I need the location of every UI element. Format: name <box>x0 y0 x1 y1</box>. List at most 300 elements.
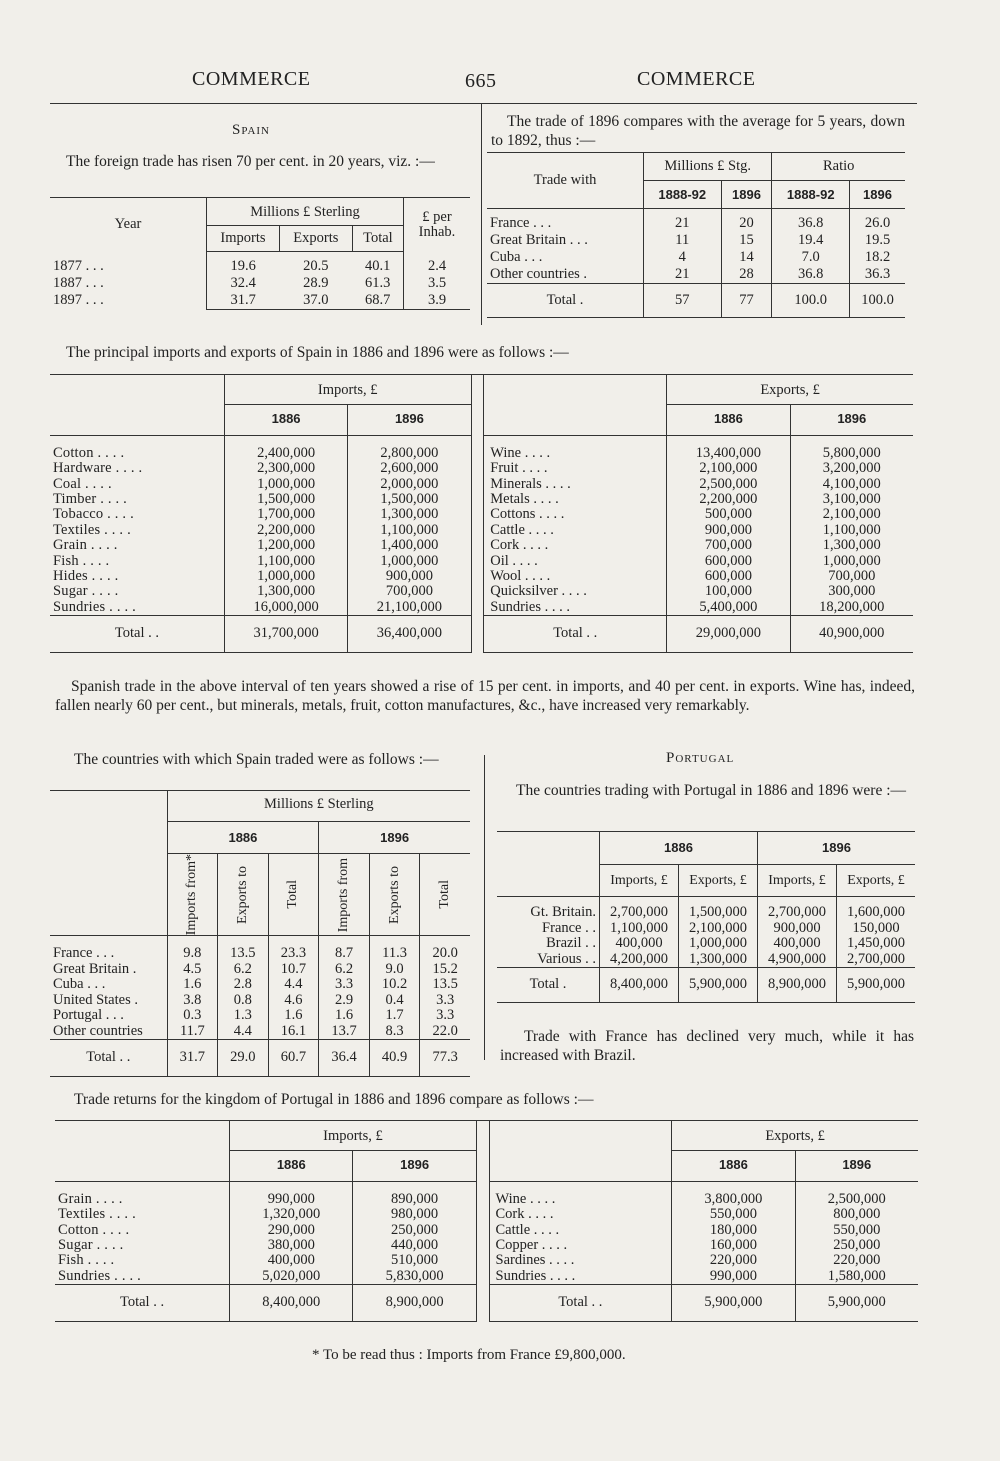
year-header: 1896 <box>319 821 470 854</box>
column-header <box>218 854 269 936</box>
column-gap <box>476 1121 489 1322</box>
country-cell: Other countries . <box>490 266 588 282</box>
value-cell: 32.4 <box>230 275 256 291</box>
value-cell: 890,000 <box>353 1181 476 1207</box>
item-cell: Fish . . . . <box>58 1252 115 1269</box>
value-cell: 1,600,000 <box>837 897 915 921</box>
value-cell: 380,000 <box>230 1238 353 1253</box>
total-value: 29.0 <box>218 1040 269 1077</box>
table-row <box>50 993 470 1009</box>
blank-header <box>50 375 224 436</box>
blank-header <box>497 832 600 897</box>
total-value: 8,900,000 <box>353 1285 476 1321</box>
blank-header <box>50 791 167 936</box>
table-row <box>487 266 905 284</box>
value-cell: 6.2 <box>218 962 269 978</box>
total-value: 5,900,000 <box>672 1285 795 1321</box>
value-cell: 37.0 <box>279 292 352 310</box>
header-row <box>50 375 913 405</box>
total-label: Total . <box>487 284 644 318</box>
value-cell: 980,000 <box>353 1207 476 1222</box>
table-row <box>50 275 470 292</box>
value-cell: 3,800,000 <box>672 1181 795 1207</box>
trade-comparison-table <box>487 152 905 318</box>
exports-header: Exports, £ <box>672 1121 918 1151</box>
table-row <box>497 921 915 937</box>
rotated-header-label: Exports to <box>234 865 250 924</box>
total-value: 40,900,000 <box>790 616 913 652</box>
per-inhab-header: £ per Inhab. <box>404 198 471 252</box>
portugal-intro-paragraph: The countries trading with Portugal in 1886 and 1896 were :— <box>516 782 907 799</box>
countries-intro-paragraph: The countries with which Spain traded were as follows :— <box>74 751 439 768</box>
value-cell: 600,000 <box>667 569 790 584</box>
rotated-header-label: Total <box>437 880 453 909</box>
header-row <box>487 153 905 181</box>
value-cell: 2,500,000 <box>795 1181 918 1207</box>
value-cell: 990,000 <box>672 1269 795 1285</box>
value-cell: 1,100,000 <box>348 523 471 538</box>
item-cell: Cotton . . . . <box>53 444 125 461</box>
value-cell: 2,200,000 <box>224 523 347 538</box>
value-cell: 990,000 <box>230 1181 353 1207</box>
rotated-header-label: Imports from <box>336 857 352 932</box>
total-value: 100.0 <box>772 284 850 318</box>
value-cell: 5,020,000 <box>230 1269 353 1285</box>
country-cell: Cuba . . . <box>53 976 106 993</box>
value-cell: 2,100,000 <box>790 507 913 522</box>
value-cell: 14 <box>721 249 772 266</box>
item-cell: Cotton . . . . <box>58 1221 130 1238</box>
value-cell: 2,500,000 <box>667 477 790 492</box>
value-cell: 1.6 <box>167 977 217 993</box>
value-cell: 5,830,000 <box>353 1269 476 1285</box>
total-row <box>50 1040 470 1077</box>
column-header: Exports, £ <box>679 864 758 897</box>
year-header: Year <box>50 198 207 252</box>
value-cell: 700,000 <box>348 584 471 599</box>
country-cell: France . . . <box>53 945 115 962</box>
value-cell: 10.7 <box>268 962 319 978</box>
item-cell: Cottons . . . . <box>490 506 565 523</box>
value-cell: 2,600,000 <box>348 461 471 476</box>
value-cell: 1,450,000 <box>837 936 915 952</box>
value-cell: 20.5 <box>303 258 329 274</box>
item-cell: Minerals . . . . <box>490 475 571 492</box>
value-cell: 4,100,000 <box>790 477 913 492</box>
column-header <box>420 854 470 936</box>
value-cell: 4,200,000 <box>600 952 679 968</box>
value-cell: 1,000,000 <box>790 554 913 569</box>
value-cell: 21,100,000 <box>348 600 471 616</box>
value-cell: 1,000,000 <box>348 554 471 569</box>
year-header: 1896 <box>348 405 471 435</box>
column-header: Imports, £ <box>600 864 679 897</box>
header-rule <box>50 103 917 104</box>
data-table <box>50 790 470 1077</box>
country-cell: Other countries <box>53 1022 143 1039</box>
value-cell: 100,000 <box>667 584 790 599</box>
value-cell: 400,000 <box>600 936 679 952</box>
section-heading-portugal: Portugal <box>666 750 735 766</box>
blank-header <box>484 375 667 436</box>
value-cell: 21 <box>644 209 722 233</box>
value-cell: 1,000,000 <box>224 569 347 584</box>
value-cell: 19.5 <box>850 232 906 249</box>
item-cell: Hardware . . . . <box>53 460 143 477</box>
rotated-header-label: Exports to <box>386 865 402 924</box>
value-cell: 0.4 <box>369 993 420 1009</box>
value-cell: 400,000 <box>230 1253 353 1268</box>
value-cell: 400,000 <box>758 936 837 952</box>
value-cell: 9.8 <box>167 936 217 962</box>
value-cell: 2,700,000 <box>600 897 679 921</box>
total-row <box>487 284 905 318</box>
column-header: Total <box>352 226 403 252</box>
running-header-right: COMMERCE <box>637 68 756 90</box>
value-cell: 22.0 <box>420 1024 470 1040</box>
blank-header <box>489 1121 672 1182</box>
data-table <box>50 374 913 653</box>
page-number: 665 <box>465 70 497 92</box>
item-cell: Textiles . . . . <box>58 1206 136 1223</box>
value-cell: 26.0 <box>850 209 906 233</box>
value-cell: 40.1 <box>364 258 391 274</box>
value-cell: 3.5 <box>404 275 471 292</box>
value-cell: 8.7 <box>319 936 370 962</box>
header-row <box>55 1121 918 1151</box>
value-cell: 2,200,000 <box>667 492 790 507</box>
value-cell: 4,900,000 <box>758 952 837 968</box>
total-value: 31,700,000 <box>224 616 347 652</box>
value-cell: 900,000 <box>758 921 837 937</box>
total-label: Total . . <box>50 1040 167 1077</box>
item-cell: Cattle . . . . <box>490 521 554 538</box>
total-value: 60.7 <box>268 1040 319 1077</box>
value-cell: 700,000 <box>667 538 790 553</box>
value-cell: 2,700,000 <box>837 952 915 968</box>
total-value: 29,000,000 <box>667 616 790 652</box>
table-row <box>50 252 470 276</box>
item-cell: Fish . . . . <box>53 552 110 569</box>
value-cell: 16,000,000 <box>224 600 347 616</box>
table-row <box>487 232 905 249</box>
value-cell: 600,000 <box>667 554 790 569</box>
value-cell: 1,000,000 <box>679 936 758 952</box>
value-cell: 290,000 <box>230 1223 353 1238</box>
country-cell: Portugal . . . <box>53 1007 124 1024</box>
value-cell: 13.5 <box>420 977 470 993</box>
table-row <box>487 209 905 233</box>
year-header: 1896 <box>353 1151 476 1181</box>
item-cell: Hides . . . . <box>53 568 119 585</box>
year-header: 1886 <box>230 1151 353 1181</box>
item-cell: Grain . . . . <box>58 1190 123 1207</box>
spain-countries-table <box>50 790 470 1077</box>
value-cell: 19.6 <box>230 258 256 274</box>
value-cell: 150,000 <box>837 921 915 937</box>
value-cell: 1,400,000 <box>348 538 471 553</box>
principal-intro-paragraph: The principal imports and exports of Spain in 1886 and 1896 were as follows :— <box>66 344 569 361</box>
value-cell: 5,800,000 <box>790 435 913 461</box>
value-cell: 61.3 <box>364 275 391 291</box>
blank-header <box>55 1121 230 1182</box>
total-value: 8,400,000 <box>230 1285 353 1321</box>
value-cell: 900,000 <box>348 569 471 584</box>
value-cell: 1,500,000 <box>348 492 471 507</box>
value-cell: 1.7 <box>369 1008 420 1024</box>
value-cell: 18.2 <box>850 249 906 266</box>
item-cell: Oil . . . . <box>490 552 538 569</box>
value-cell: 20 <box>721 209 772 233</box>
item-cell: Copper . . . . <box>495 1237 568 1254</box>
value-cell: 2.8 <box>218 977 269 993</box>
total-label: Total . <box>497 968 600 1003</box>
value-cell: 28.9 <box>303 275 329 291</box>
value-cell: 36.3 <box>850 266 906 284</box>
rotated-header-label: Total <box>285 880 301 909</box>
value-cell: 1,000,000 <box>224 477 347 492</box>
value-cell: 13.5 <box>218 936 269 962</box>
country-cell: Various . . <box>537 950 596 967</box>
value-cell: 1,300,000 <box>679 952 758 968</box>
total-label: Total . . <box>489 1285 672 1321</box>
year-header: 1896 <box>790 405 913 435</box>
country-cell: France . . <box>542 919 596 936</box>
value-cell: 510,000 <box>353 1253 476 1268</box>
value-cell: 6.2 <box>319 962 370 978</box>
value-cell: 1,100,000 <box>224 554 347 569</box>
total-value: 77 <box>721 284 772 318</box>
value-cell: 3.3 <box>319 977 370 993</box>
value-cell: 2.9 <box>319 993 370 1009</box>
table-row <box>50 936 470 962</box>
value-cell: 31.7 <box>207 292 280 310</box>
year-header: 1886 <box>667 405 790 435</box>
item-cell: Wine . . . . <box>490 444 551 461</box>
value-cell: 1,500,000 <box>679 897 758 921</box>
item-cell: Cork . . . . <box>495 1206 554 1223</box>
country-cell: United States . <box>53 991 138 1008</box>
value-cell: 16.1 <box>268 1024 319 1040</box>
value-cell: 5,400,000 <box>667 600 790 616</box>
header-row <box>50 791 470 822</box>
portugal-note-paragraph: Trade with France has declined very much, while it has increased with Brazil. <box>500 1028 914 1064</box>
value-cell: 500,000 <box>667 507 790 522</box>
value-cell: 2,400,000 <box>224 435 347 461</box>
value-cell: 440,000 <box>353 1238 476 1253</box>
value-cell: 68.7 <box>352 292 403 310</box>
country-cell: Great Britain . <box>53 960 137 977</box>
value-cell: 4.4 <box>218 1024 269 1040</box>
item-cell: Grain . . . . <box>53 537 118 554</box>
running-header-left: COMMERCE <box>192 68 311 90</box>
value-cell: 7.0 <box>772 249 850 266</box>
table-row <box>487 249 905 266</box>
total-value: 40.9 <box>369 1040 420 1077</box>
total-value: 31.7 <box>167 1040 217 1077</box>
column-header <box>369 854 420 936</box>
value-cell: 1.6 <box>268 1008 319 1024</box>
value-cell: 800,000 <box>795 1207 918 1222</box>
value-cell: 1,500,000 <box>224 492 347 507</box>
value-cell: 2.4 <box>404 252 471 276</box>
total-value: 8,900,000 <box>758 968 837 1003</box>
total-value: 5,900,000 <box>795 1285 918 1321</box>
value-cell: 300,000 <box>790 584 913 599</box>
value-cell: 10.2 <box>369 977 420 993</box>
value-cell: 9.0 <box>369 962 420 978</box>
item-cell: Sundries . . . . <box>495 1267 576 1284</box>
data-table <box>55 1120 918 1322</box>
total-value: 36,400,000 <box>348 616 471 652</box>
total-label: Total . . <box>484 616 667 652</box>
value-cell: 0.3 <box>167 1008 217 1024</box>
compare-intro-paragraph: The trade of 1896 compares with the average for 5 years, down to 1892, thus :— <box>491 113 905 149</box>
item-cell: Metals . . . . <box>490 491 559 508</box>
item-cell: Coal . . . . <box>53 475 112 492</box>
value-cell: 4.5 <box>167 962 217 978</box>
total-row <box>497 968 915 1003</box>
value-cell: 20.0 <box>420 936 470 962</box>
country-cell: France . . . <box>490 215 552 231</box>
column-gap <box>471 375 484 653</box>
year-header: 1888-92 <box>772 181 850 209</box>
value-cell: 900,000 <box>667 523 790 538</box>
value-cell: 180,000 <box>672 1223 795 1238</box>
total-value: 57 <box>644 284 722 318</box>
section-heading-spain: Spain <box>232 122 271 138</box>
trade-with-header: Trade with <box>487 153 644 209</box>
total-value: 8,400,000 <box>600 968 679 1003</box>
portugal-returns-intro: Trade returns for the kingdom of Portugal in 1886 and 1896 compare as follows :— <box>74 1091 594 1108</box>
country-cell: Cuba . . . <box>490 249 543 265</box>
value-cell: 1,100,000 <box>790 523 913 538</box>
total-label: Total . . <box>55 1285 230 1321</box>
column-header: Imports, £ <box>758 864 837 897</box>
value-cell: 1,300,000 <box>790 538 913 553</box>
value-cell: 1,320,000 <box>230 1207 353 1222</box>
value-cell: 1,100,000 <box>600 921 679 937</box>
year-header: 1886 <box>224 405 347 435</box>
value-cell: 13,400,000 <box>667 435 790 461</box>
portugal-countries-table <box>497 831 915 1003</box>
value-cell: 1,300,000 <box>224 584 347 599</box>
value-cell: 3.8 <box>167 993 217 1009</box>
value-cell: 15 <box>721 232 772 249</box>
item-cell: Cattle . . . . <box>495 1221 560 1238</box>
value-cell: 4.4 <box>268 977 319 993</box>
value-cell: 1,200,000 <box>224 538 347 553</box>
value-cell: 2,100,000 <box>667 461 790 476</box>
value-cell: 3.9 <box>404 292 471 310</box>
table-row <box>497 936 915 952</box>
year-header: 1896 <box>758 832 915 865</box>
millions-header: Millions £ Stg. <box>644 153 772 181</box>
ratio-header: Ratio <box>772 153 905 181</box>
value-cell: 3,200,000 <box>790 461 913 476</box>
millions-header: Millions £ Sterling <box>207 198 404 226</box>
year-header: 1896 <box>721 181 772 209</box>
value-cell: 1,300,000 <box>348 507 471 522</box>
header-row <box>50 198 470 226</box>
value-cell: 1,700,000 <box>224 507 347 522</box>
item-cell: Sugar . . . . <box>53 583 119 600</box>
value-cell: 13.7 <box>319 1024 370 1040</box>
rotated-header-label: Imports from* <box>184 854 200 936</box>
column-divider-middle <box>484 755 485 1060</box>
column-header: Exports <box>279 226 352 252</box>
country-cell: Brazil . . <box>546 935 596 951</box>
spain-intro-paragraph: The foreign trade has risen 70 per cent. in 20 years, viz. :— <box>66 153 435 170</box>
item-cell: Sugar . . . . <box>58 1237 124 1254</box>
table-row <box>50 1008 470 1024</box>
value-cell: 23.3 <box>268 936 319 962</box>
total-label: Total . . <box>50 616 224 652</box>
value-cell: 3,100,000 <box>790 492 913 507</box>
item-cell: Tobacco . . . . <box>53 506 134 523</box>
item-cell: Quicksilver . . . . <box>490 583 587 600</box>
item-cell: Cork . . . . <box>490 537 549 554</box>
year-header: 1886 <box>672 1151 795 1181</box>
value-cell: 250,000 <box>353 1223 476 1238</box>
item-cell: Wine . . . . <box>495 1190 556 1207</box>
year-header: 1896 <box>850 181 906 209</box>
value-cell: 4 <box>644 249 722 266</box>
year-header: 1886 <box>167 821 319 854</box>
value-cell: 700,000 <box>790 569 913 584</box>
value-cell: 1,580,000 <box>795 1269 918 1285</box>
table-row <box>50 1024 470 1040</box>
table-row <box>497 897 915 921</box>
item-cell: Wool . . . . <box>490 568 551 585</box>
value-cell: 0.8 <box>218 993 269 1009</box>
value-cell: 28 <box>721 266 772 284</box>
column-header <box>319 854 370 936</box>
value-cell: 11.3 <box>369 936 420 962</box>
year-cell: 1897 . . . <box>50 292 207 310</box>
year-cell: 1877 . . . <box>50 252 207 276</box>
item-cell: Textiles . . . . <box>53 521 131 538</box>
imports-header: Imports, £ <box>230 1121 477 1151</box>
total-value: 5,900,000 <box>837 968 915 1003</box>
year-header: 1896 <box>795 1151 918 1181</box>
value-cell: 18,200,000 <box>790 600 913 616</box>
value-cell: 250,000 <box>795 1238 918 1253</box>
value-cell: 550,000 <box>795 1223 918 1238</box>
spain-summary-paragraph: Spanish trade in the above interval of ten years showed a rise of 15 per cent. in imports, and 40 per cent. in exports. Wine has, indeed, fallen nearly 60 per cent., but minerals, metals, fruit, cotton manufactures, &c., have increased very remarkably. <box>55 678 915 714</box>
country-cell: Great Britain . . . <box>490 232 588 248</box>
item-cell: Fruit . . . . <box>490 460 548 477</box>
value-cell: 220,000 <box>672 1253 795 1268</box>
value-cell: 220,000 <box>795 1253 918 1268</box>
exports-header: Exports, £ <box>667 375 913 405</box>
value-cell: 15.2 <box>420 962 470 978</box>
item-cell: Sardines . . . . <box>495 1252 575 1269</box>
table-row <box>50 292 470 310</box>
value-cell: 2,800,000 <box>348 435 471 461</box>
table-row <box>497 952 915 968</box>
item-cell: Sundries . . . . <box>53 598 136 615</box>
data-table <box>497 831 915 1003</box>
value-cell: 3.3 <box>420 1008 470 1024</box>
table-row <box>50 962 470 978</box>
value-cell: 2,000,000 <box>348 477 471 492</box>
footnote: * To be read thus : Imports from France £9,800,000. <box>312 1347 626 1363</box>
column-divider-top <box>481 103 482 325</box>
item-cell: Sundries . . . . <box>58 1267 141 1284</box>
value-cell: 160,000 <box>672 1238 795 1253</box>
portugal-principal-trade-table <box>55 1120 918 1322</box>
